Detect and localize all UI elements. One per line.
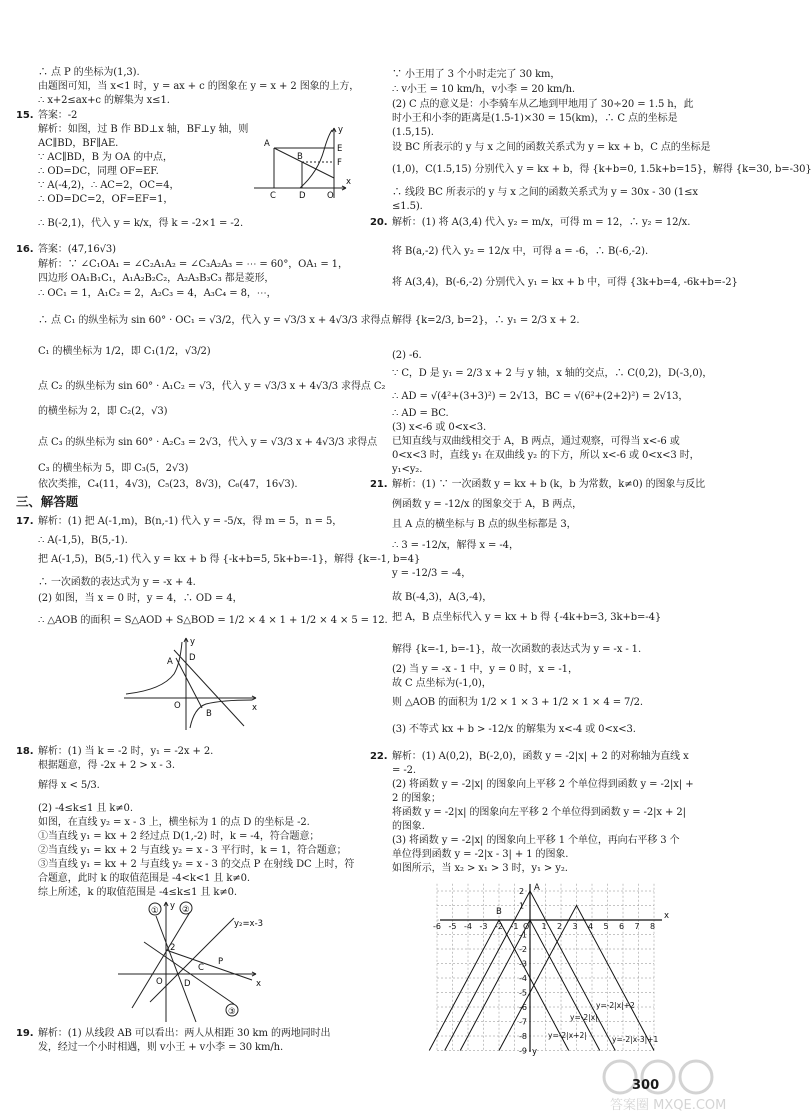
text-line: 根据题意，得 -2x + 2 > x - 3. xyxy=(38,760,176,771)
grid-lines xyxy=(437,884,654,1051)
label-d: D xyxy=(189,653,196,663)
x-tick-label: -2 xyxy=(495,922,503,931)
y-tick-label: -4 xyxy=(519,974,527,983)
y-tick-label: -1 xyxy=(519,930,527,940)
question-number: 21. xyxy=(370,479,388,490)
text-line: ∴ OD=DC=2，OF=EF=1， xyxy=(38,194,174,205)
text-line: 把 A，B 点坐标代入 y = kx + b 得 {-4k+b=3, 3k+b=-4} xyxy=(392,612,662,623)
x-tick-label: 5 xyxy=(603,922,609,931)
text-line: ∴ 线段 BC 所表示的 y 与 x 之间的函数关系式为 y = 30x - 30 (1≤x xyxy=(392,187,698,198)
text-line: 解析：(1) A(0,2)，B(-2,0)，函数 y = -2|x| + 2 的对称轴为直线 x xyxy=(392,751,689,762)
text-line: 设 BC 所表示的 y 与 x 之间的函数关系式为 y = kx + b，C 点的坐标是 xyxy=(392,142,711,153)
text-line: (3) 将函数 y = -2|x| 的图象向上平移 1 个单位，再向右平移 3 个 xyxy=(392,835,680,846)
text-line: 解得 {k=-1, b=-1}，故一次函数的表达式为 y = -x - 1. xyxy=(392,644,642,655)
text-line: y₁<y₂. xyxy=(392,464,423,475)
text-line: ②当直线 y₁ = kx + 2 与直线 y₂ = x - 3 平行时，k = 1，符合题意； xyxy=(38,845,347,856)
watermark-logo xyxy=(600,1055,740,1113)
question-number: 15. xyxy=(16,110,34,121)
watermark-text: 答案圈 MXQE.COM xyxy=(610,1098,727,1113)
text-line: (1,0)，C(1.5,15) 分别代入 y = kx + b，得 {k+b=0, 1.5k+b=15}，解得 {k=30, b=-30} xyxy=(392,164,812,175)
text-line: ∴ A(-1,5)，B(5,-1). xyxy=(38,535,128,546)
text-line: ①当直线 y₁ = kx + 2 经过点 D(1,-2) 时，k = -4，符合题意； xyxy=(38,831,320,842)
text-line: ∴ AD = √(4²+(3+3)²) = 2√13，BC = √(6²+(2+2)²) = 2√13， xyxy=(392,391,689,402)
text-line: 如图，在直线 y₂ = x - 3 上，横坐标为 1 的点 D 的坐标是 -2. xyxy=(38,817,310,828)
text-line: = -2. xyxy=(392,765,416,776)
text-line: C₁ 的横坐标为 1/2，即 C₁(1/2，√3/2) xyxy=(38,346,211,357)
text-line: ∴ x+2≤ax+c 的解集为 x≤1. xyxy=(38,95,170,106)
text-line: ∵ AC∥BD，B 为 OA 的中点， xyxy=(38,152,173,163)
x-tick-label: 6 xyxy=(619,922,625,931)
text-line: 的图象. xyxy=(392,821,425,832)
text-line: (1.5,15). xyxy=(392,127,434,138)
label-line-3: y=-2|x+2| xyxy=(548,1031,587,1040)
text-line: 解析：(1) 将 A(3,4) 代入 y₂ = m/x，可得 m = 12，∴ y₂ = 12/x. xyxy=(392,217,691,228)
x-tick-label: 2 xyxy=(557,922,563,931)
label-o: O xyxy=(174,701,181,711)
text-line: 依次类推，C₄(11，4√3)，C₅(23，8√3)，C₆(47，16√3). xyxy=(38,479,298,490)
text-line: ③当直线 y₁ = kx + 2 与直线 y₂ = x - 3 的交点 P 在射线 DC 上时，符 xyxy=(38,859,355,870)
label-b: B xyxy=(206,709,212,719)
figure-q17 xyxy=(122,634,262,734)
y-tick-label: -9 xyxy=(519,1046,527,1056)
y-tick-label: -6 xyxy=(519,1003,527,1012)
line-k-neg-4 xyxy=(156,916,196,1022)
label-f: F xyxy=(337,158,342,168)
text-line: 综上所述，k 的取值范围是 -4≤k≤1 且 k≠0. xyxy=(38,887,237,898)
text-line: 答案：(47,16√3) xyxy=(38,244,116,255)
y-tick-label: -5 xyxy=(519,988,527,998)
x-tick-label: -6 xyxy=(433,922,441,931)
x-tick-label: 3 xyxy=(572,922,578,931)
label-p: P xyxy=(218,957,224,967)
y-tick-label: -2 xyxy=(519,945,527,954)
text-line: 单位得到函数 y = -2|x - 3| + 1 的图象. xyxy=(392,849,569,860)
page-number: 300 xyxy=(632,1078,660,1093)
question-number: 22. xyxy=(370,751,388,762)
label-o: O xyxy=(327,191,334,201)
text-line: 合题意，此时 k 的取值范围是 -4<k<1 且 k≠0. xyxy=(38,873,250,884)
y-tick-label: -3 xyxy=(519,959,527,969)
text-line: (3) 不等式 kx + b > -12/x 的解集为 x<-4 或 0<x<3. xyxy=(392,724,636,735)
text-line: (2) C 点的意义是：小李骑车从乙地到甲地用了 30÷20 = 1.5 h，此 xyxy=(392,99,694,110)
text-line: 且 A 点的横坐标与 B 点的纵坐标都是 3， xyxy=(392,519,577,530)
text-line: ∴ B(-2,1)，代入 y = k/x，得 k = -2×1 = -2. xyxy=(38,218,244,229)
question-number: 18. xyxy=(16,746,34,757)
x-tick-label: 4 xyxy=(588,922,594,931)
text-line: 0<x<3 时，直线 y₁ 在双曲线 y₂ 的下方，所以 x<-6 或 0<x<3 时， xyxy=(392,450,700,461)
text-line: ∴ 点 P 的坐标为(1,3). xyxy=(38,67,140,78)
text-line: (3) x<-6 或 0<x<3. xyxy=(392,422,487,433)
text-line: ∵ 小王用了 3 个小时走完了 30 km， xyxy=(392,69,561,80)
text-line: 将函数 y = -2|x| 的图象向左平移 2 个单位得到函数 y = -2|x + 2| xyxy=(392,807,686,818)
label-e: E xyxy=(337,144,343,154)
text-line: ∴ v小王 = 10 km/h，v小李 = 20 km/h. xyxy=(392,84,576,95)
figure-q22-grid xyxy=(433,880,676,1057)
text-line: (2) -6. xyxy=(392,350,422,361)
x-tick-label: 1 xyxy=(541,922,547,931)
text-line: 例函数 y = -12/x 的图象交于 A，B 两点， xyxy=(392,499,583,510)
label-circle-3: ③ xyxy=(228,1007,236,1017)
text-line: ≤1.5). xyxy=(392,201,423,212)
x-tick-label: 7 xyxy=(634,922,640,931)
text-line: 发，经过一个小时相遇，则 v小王 + v小李 = 30 km/h. xyxy=(38,1042,284,1053)
text-line: ∴ 点 C₁ 的纵坐标为 sin 60° · OC₁ = √3/2，代入 y = √3/3 x + 4√3/3 求得点 xyxy=(38,315,391,326)
text-line: y = -12/3 = -4， xyxy=(392,568,472,579)
text-line: C₃ 的横坐标为 5，即 C₃(5，2√3) xyxy=(38,463,189,474)
text-line: (2) 如图，当 x = 0 时，y = 4，∴ OD = 4， xyxy=(38,593,243,604)
x-tick-label: 8 xyxy=(650,922,656,931)
label-a: A xyxy=(264,139,270,149)
text-line: ∴ OD=DC，同理 OF=EF. xyxy=(38,166,159,177)
text-line: 故 C 点坐标为(-1,0)， xyxy=(392,678,492,689)
text-line: 将 B(a,-2) 代入 y₂ = 12/x 中，可得 a = -6，∴ B(-6,-2). xyxy=(392,246,649,257)
label-line-2: y=-2|x| xyxy=(570,1013,598,1022)
text-line: 2 的图象； xyxy=(392,793,441,804)
label-x: x xyxy=(346,177,352,187)
text-line: 将 A(3,4)，B(-6,-2) 分别代入 y₁ = kx + b 中，可得 {3k+b=4, -6k+b=-2} xyxy=(392,277,738,288)
hyperbola-curve xyxy=(300,130,332,188)
label-a: A xyxy=(534,883,540,893)
label-c: C xyxy=(198,963,204,973)
text-line: ∴ 一次函数的表达式为 y = -x + 4. xyxy=(38,577,196,588)
text-line: ∵ C，D 是 y₁ = 2/3 x + 2 与 y 轴，x 轴的交点，∴ C(0,2)，D(-3,0)， xyxy=(392,368,713,379)
label-x: x xyxy=(664,911,670,921)
text-line: 则 △AOB 的面积为 1/2 × 1 × 3 + 1/2 × 1 × 4 = 7/2. xyxy=(392,697,643,708)
label-x: x xyxy=(256,979,262,989)
label-c: C xyxy=(270,191,276,201)
text-line: 点 C₃ 的纵坐标为 sin 60° · A₂C₃ = 2√3，代入 y = √3/3 x + 4√3/3 求得点 xyxy=(38,437,378,448)
label-a: A xyxy=(167,657,173,667)
text-line: ∴ OC₁ = 1，A₁C₂ = 2，A₂C₃ = 4，A₃C₄ = 8，⋯， xyxy=(38,288,277,299)
text-line: 的横坐标为 2，即 C₂(2，√3) xyxy=(38,406,168,417)
text-line: ∵ A(-4,2)，∴ AC=2，OC=4， xyxy=(38,180,180,191)
label-circle-1: ① xyxy=(151,906,159,916)
text-line: 点 C₂ 的纵坐标为 sin 60° · A₁C₂ = √3，代入 y = √3/3 x + 4√3/3 求得点 C₂ xyxy=(38,381,386,392)
text-line: 解得 x < 5/3. xyxy=(38,780,100,791)
text-line: 四边形 OA₁B₁C₁，A₁A₂B₂C₂，A₂A₃B₃C₃ 都是菱形， xyxy=(38,273,275,284)
text-line: ∴ AD = BC. xyxy=(392,408,449,419)
text-line: 答案：-2 xyxy=(38,110,78,121)
y-tick-label: 1 xyxy=(519,901,525,911)
text-line: 故 B(-4,3)，A(3,-4)， xyxy=(392,592,493,603)
y-tick-label: 2 xyxy=(519,887,525,896)
text-line: 解得 {k=2/3, b=2}，∴ y₁ = 2/3 x + 2. xyxy=(392,315,580,326)
text-line: 已知直线与双曲线相交于 A，B 两点，通过观察，可得当 x<-6 或 xyxy=(392,436,680,447)
text-line: ∴ 3 = -12/x，解得 x = -4， xyxy=(392,540,519,551)
question-number: 20. xyxy=(370,217,388,228)
question-number: 19. xyxy=(16,1028,34,1039)
text-line: 解析：(1) 把 A(-1,m)，B(n,-1) 代入 y = -5/x，得 m = 5，n = 5， xyxy=(38,516,343,527)
label-o: O xyxy=(156,977,163,987)
text-line: 解析：∵ ∠C₁OA₁ = ∠C₂A₁A₂ = ∠C₃A₂A₃ = ⋯ = 60°，OA₁ = 1， xyxy=(38,259,348,270)
figure-q15 xyxy=(252,122,352,202)
question-number: 17. xyxy=(16,516,34,527)
line-k-1 xyxy=(132,912,190,1008)
text-line: 由题图可知，当 x<1 时，y = ax + c 的图象在 y = x + 2 图象的上方， xyxy=(38,81,360,92)
label-y: y xyxy=(338,125,344,135)
text-line: ∴ △AOB 的面积 = S△AOD + S△BOD = 1/2 × 4 × 1 + 1/2 × 4 × 5 = 12. xyxy=(38,615,388,626)
x-tick-label: -3 xyxy=(479,922,488,931)
label-line-1: y=-2|x|+2 xyxy=(596,1001,635,1010)
label-y: y xyxy=(190,637,196,647)
question-number: 16. xyxy=(16,244,34,255)
y-tick-label: -7 xyxy=(519,1017,527,1027)
text-line: (2) 将函数 y = -2|x| 的图象向上平移 2 个单位得到函数 y = -2|x| + xyxy=(392,779,694,790)
label-y: y xyxy=(170,901,176,911)
text-line: (2) 当 y = -x - 1 中，y = 0 时，x = -1， xyxy=(392,664,578,675)
line-oa xyxy=(274,148,334,178)
text-line: (2) -4≤k≤1 且 k≠0. xyxy=(38,803,133,814)
label-d: D xyxy=(184,979,191,989)
label-line-y2: y₂=x-3 xyxy=(234,919,264,929)
label-x: x xyxy=(252,703,258,713)
label-line-4: y=-2|x-3|+1 xyxy=(612,1035,659,1044)
label-circle-2: ② xyxy=(182,905,190,915)
text-line: 解析：(1) 从线段 AB 可以看出：两人从相距 30 km 的两地同时出 xyxy=(38,1028,331,1039)
label-b: B xyxy=(496,907,502,917)
figure-q18 xyxy=(114,898,264,1026)
text-line: 解析：(1) 当 k = -2 时，y₁ = -2x + 2. xyxy=(38,746,214,757)
x-tick-label: O xyxy=(523,922,530,931)
x-tick-label: -1 xyxy=(510,922,519,931)
text-line: 解析：如图，过 B 作 BD⊥x 轴，BF⊥y 轴，则 xyxy=(38,124,249,135)
label-d: D xyxy=(299,191,306,201)
label-b: B xyxy=(297,152,303,162)
y-tick-label: -8 xyxy=(519,1032,527,1041)
label-y: y xyxy=(532,1047,538,1057)
text-line: 时小王和小李的距离是(1.5-1)×30 = 15(km)，∴ C 点的坐标是 xyxy=(392,113,678,124)
hyperbola-branch-left xyxy=(126,642,182,694)
text-line: 把 A(-1,5)，B(5,-1) 代入 y = kx + b 得 {-k+b=5, 5k+b=-1}，解得 {k=-1, b=4} xyxy=(38,554,421,565)
text-line: AC∥BD，BF∥AE. xyxy=(38,138,119,149)
text-line: 如图所示，当 x₂ > x₁ > 3 时，y₁ > y₂. xyxy=(392,863,568,874)
hyperbola-branch-right xyxy=(190,700,252,728)
x-tick-label: -5 xyxy=(448,922,457,931)
x-tick-label: -4 xyxy=(464,922,472,931)
text-line: 解析：(1) ∵ 一次函数 y = kx + b (k，b 为常数，k≠0) 的图象与反比 xyxy=(392,479,706,490)
section-heading: 三、解答题 xyxy=(16,494,79,509)
label-two: 2 xyxy=(170,943,176,953)
